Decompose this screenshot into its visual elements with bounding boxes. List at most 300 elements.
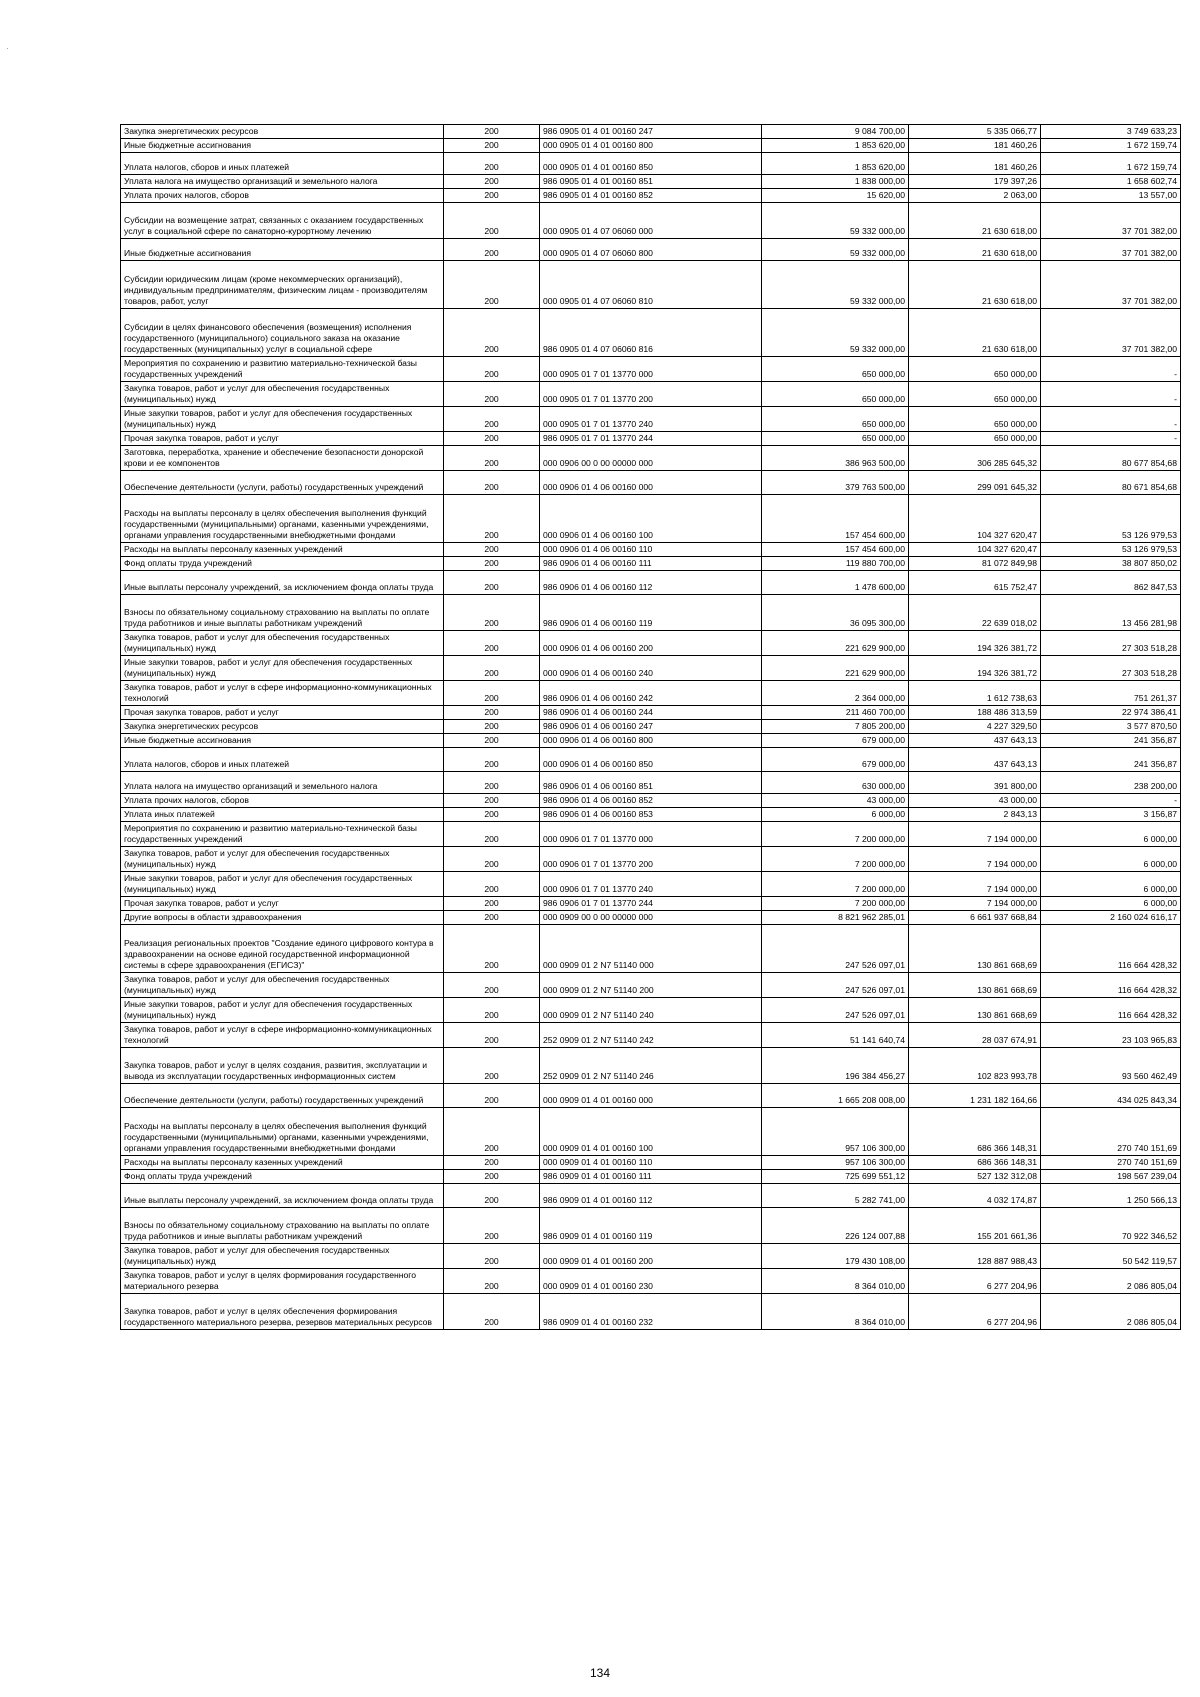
row-classification-code: 252 0909 01 2 N7 51140 242 (540, 1023, 762, 1048)
row-executed-amount: 179 397,26 (909, 175, 1041, 189)
row-name: Закупка товаров, работ и услуг для обеспечения государственных (муниципальных) нужд (121, 1244, 444, 1269)
table-row (121, 495, 1181, 543)
row-executed-amount: 104 327 620,47 (909, 495, 1041, 543)
row-classification-code: 986 0905 01 4 01 00160 852 (540, 189, 762, 203)
row-line-code: 200 (444, 1294, 540, 1330)
row-classification-code: 000 0906 01 7 01 13770 000 (540, 822, 762, 847)
row-classification-code: 000 0906 01 4 06 00160 100 (540, 495, 762, 543)
row-unexecuted-amount: 23 103 965,83 (1041, 1023, 1181, 1048)
row-executed-amount: 21 630 618,00 (909, 239, 1041, 261)
table-row (121, 847, 1181, 872)
row-name: Иные закупки товаров, работ и услуг для обеспечения государственных (муниципальных) нужд (121, 998, 444, 1023)
row-executed-amount: 21 630 618,00 (909, 309, 1041, 357)
row-unexecuted-amount: 2 160 024 616,17 (1041, 911, 1181, 925)
row-name: Уплата иных платежей (121, 808, 444, 822)
row-approved-amount: 157 454 600,00 (762, 543, 909, 557)
row-executed-amount: 7 194 000,00 (909, 822, 1041, 847)
row-name: Расходы на выплаты персоналу в целях обеспечения выполнения функций государственными (муниципальными) органами, казенными учреждениями, органами управления государственными внебюджетными фондами (121, 495, 444, 543)
row-line-code: 200 (444, 139, 540, 153)
row-name: Иные выплаты персоналу учреждений, за исключением фонда оплаты труда (121, 571, 444, 595)
row-name: Прочая закупка товаров, работ и услуг (121, 897, 444, 911)
row-line-code: 200 (444, 631, 540, 656)
row-unexecuted-amount: 751 261,37 (1041, 681, 1181, 706)
table-row (121, 446, 1181, 471)
row-approved-amount: 1 853 620,00 (762, 139, 909, 153)
table-row (121, 706, 1181, 720)
table-row (121, 1156, 1181, 1170)
row-unexecuted-amount: 198 567 239,04 (1041, 1170, 1181, 1184)
row-unexecuted-amount: 27 303 518,28 (1041, 631, 1181, 656)
row-line-code: 200 (444, 681, 540, 706)
row-approved-amount: 8 821 962 285,01 (762, 911, 909, 925)
row-approved-amount: 59 332 000,00 (762, 203, 909, 239)
row-executed-amount: 130 861 668,69 (909, 973, 1041, 998)
row-name: Закупка товаров, работ и услуг в сфере информационно-коммуникационных технологий (121, 681, 444, 706)
row-executed-amount: 4 032 174,87 (909, 1184, 1041, 1208)
row-unexecuted-amount: 93 560 462,49 (1041, 1048, 1181, 1084)
row-unexecuted-amount: - (1041, 357, 1181, 382)
row-executed-amount: 6 277 204,96 (909, 1269, 1041, 1294)
row-line-code: 200 (444, 239, 540, 261)
row-classification-code: 000 0909 01 4 01 00160 000 (540, 1084, 762, 1108)
row-classification-code: 000 0905 01 4 01 00160 800 (540, 139, 762, 153)
row-unexecuted-amount: 1 672 159,74 (1041, 139, 1181, 153)
row-approved-amount: 179 430 108,00 (762, 1244, 909, 1269)
table-row (121, 139, 1181, 153)
row-classification-code: 000 0905 01 7 01 13770 000 (540, 357, 762, 382)
row-executed-amount: 299 091 645,32 (909, 471, 1041, 495)
table-row (121, 897, 1181, 911)
table-row (121, 1208, 1181, 1244)
table-row (121, 911, 1181, 925)
row-name: Иные закупки товаров, работ и услуг для обеспечения государственных (муниципальных) нужд (121, 872, 444, 897)
row-classification-code: 986 0909 01 4 01 00160 111 (540, 1170, 762, 1184)
row-name: Иные бюджетные ассигнования (121, 139, 444, 153)
row-approved-amount: 7 200 000,00 (762, 872, 909, 897)
row-name: Реализация региональных проектов "Создание единого цифрового контура в здравоохранении на основе единой государственной информационной системы в сфере здравоохранения (ЕГИСЗ)" (121, 925, 444, 973)
row-executed-amount: 650 000,00 (909, 432, 1041, 446)
row-unexecuted-amount: 3 156,87 (1041, 808, 1181, 822)
table-row (121, 153, 1181, 175)
row-unexecuted-amount: - (1041, 432, 1181, 446)
table-row (121, 595, 1181, 631)
row-approved-amount: 379 763 500,00 (762, 471, 909, 495)
table-row (121, 1294, 1181, 1330)
row-unexecuted-amount: 6 000,00 (1041, 847, 1181, 872)
row-line-code: 200 (444, 911, 540, 925)
row-line-code: 200 (444, 822, 540, 847)
row-approved-amount: 36 095 300,00 (762, 595, 909, 631)
row-executed-amount: 22 639 018,02 (909, 595, 1041, 631)
row-unexecuted-amount: 116 664 428,32 (1041, 925, 1181, 973)
row-name: Закупка товаров, работ и услуг для обеспечения государственных (муниципальных) нужд (121, 631, 444, 656)
table-row (121, 557, 1181, 571)
row-line-code: 200 (444, 925, 540, 973)
row-unexecuted-amount: 37 701 382,00 (1041, 261, 1181, 309)
row-executed-amount: 155 201 661,36 (909, 1208, 1041, 1244)
row-approved-amount: 196 384 456,27 (762, 1048, 909, 1084)
row-line-code: 200 (444, 1048, 540, 1084)
row-classification-code: 000 0905 01 4 01 00160 850 (540, 153, 762, 175)
table-row (121, 872, 1181, 897)
row-approved-amount: 59 332 000,00 (762, 261, 909, 309)
table-row (121, 309, 1181, 357)
table-row (121, 125, 1181, 139)
row-classification-code: 986 0909 01 4 01 00160 232 (540, 1294, 762, 1330)
row-classification-code: 000 0906 01 4 06 00160 000 (540, 471, 762, 495)
row-unexecuted-amount: 53 126 979,53 (1041, 543, 1181, 557)
table-row (121, 1048, 1181, 1084)
row-approved-amount: 386 963 500,00 (762, 446, 909, 471)
row-executed-amount: 437 643,13 (909, 748, 1041, 772)
row-classification-code: 986 0905 01 4 01 00160 247 (540, 125, 762, 139)
row-unexecuted-amount: 37 701 382,00 (1041, 239, 1181, 261)
table-row (121, 1170, 1181, 1184)
row-classification-code: 986 0906 01 4 06 00160 111 (540, 557, 762, 571)
row-unexecuted-amount: 80 671 854,68 (1041, 471, 1181, 495)
row-unexecuted-amount: 1 658 602,74 (1041, 175, 1181, 189)
row-classification-code: 000 0909 01 4 01 00160 100 (540, 1108, 762, 1156)
table-row (121, 239, 1181, 261)
row-unexecuted-amount: 80 677 854,68 (1041, 446, 1181, 471)
row-approved-amount: 9 084 700,00 (762, 125, 909, 139)
row-line-code: 200 (444, 495, 540, 543)
row-line-code: 200 (444, 309, 540, 357)
row-name: Закупка товаров, работ и услуг в целях обеспечения формирования государственного материального резерва, резервов материальных ресурсов (121, 1294, 444, 1330)
row-line-code: 200 (444, 794, 540, 808)
row-approved-amount: 6 000,00 (762, 808, 909, 822)
row-name: Уплата налогов, сборов и иных платежей (121, 153, 444, 175)
row-name: Прочая закупка товаров, работ и услуг (121, 706, 444, 720)
budget-execution-table (120, 124, 1181, 1330)
row-executed-amount: 2 063,00 (909, 189, 1041, 203)
row-name: Расходы на выплаты персоналу в целях обеспечения выполнения функций государственными (муниципальными) органами, казенными учреждениями, органами управления государственными внебюджетными фондами (121, 1108, 444, 1156)
row-line-code: 200 (444, 1184, 540, 1208)
row-classification-code: 986 0906 01 4 06 00160 247 (540, 720, 762, 734)
row-line-code: 200 (444, 872, 540, 897)
row-classification-code: 000 0905 01 7 01 13770 240 (540, 407, 762, 432)
row-classification-code: 000 0909 01 2 N7 51140 240 (540, 998, 762, 1023)
row-unexecuted-amount: - (1041, 382, 1181, 407)
row-executed-amount: 391 800,00 (909, 772, 1041, 794)
row-executed-amount: 1 612 738,63 (909, 681, 1041, 706)
row-name: Обеспечение деятельности (услуги, работы) государственных учреждений (121, 471, 444, 495)
table-row (121, 656, 1181, 681)
row-classification-code: 000 0909 00 0 00 00000 000 (540, 911, 762, 925)
row-line-code: 200 (444, 557, 540, 571)
row-unexecuted-amount: 2 086 805,04 (1041, 1294, 1181, 1330)
row-name: Другие вопросы в области здравоохранения (121, 911, 444, 925)
row-unexecuted-amount: - (1041, 407, 1181, 432)
row-executed-amount: 130 861 668,69 (909, 925, 1041, 973)
row-approved-amount: 59 332 000,00 (762, 239, 909, 261)
row-unexecuted-amount: 116 664 428,32 (1041, 998, 1181, 1023)
row-line-code: 200 (444, 446, 540, 471)
row-line-code: 200 (444, 543, 540, 557)
row-approved-amount: 650 000,00 (762, 382, 909, 407)
row-approved-amount: 957 106 300,00 (762, 1156, 909, 1170)
row-executed-amount: 2 843,13 (909, 808, 1041, 822)
row-classification-code: 000 0906 01 7 01 13770 200 (540, 847, 762, 872)
row-executed-amount: 4 227 329,50 (909, 720, 1041, 734)
row-executed-amount: 6 277 204,96 (909, 1294, 1041, 1330)
row-classification-code: 986 0906 01 4 06 00160 112 (540, 571, 762, 595)
row-line-code: 200 (444, 471, 540, 495)
row-approved-amount: 1 665 208 008,00 (762, 1084, 909, 1108)
row-executed-amount: 181 460,26 (909, 153, 1041, 175)
row-executed-amount: 130 861 668,69 (909, 998, 1041, 1023)
row-approved-amount: 8 364 010,00 (762, 1269, 909, 1294)
row-unexecuted-amount: 6 000,00 (1041, 897, 1181, 911)
row-classification-code: 986 0906 01 4 06 00160 244 (540, 706, 762, 720)
row-approved-amount: 51 141 640,74 (762, 1023, 909, 1048)
row-classification-code: 986 0909 01 4 01 00160 119 (540, 1208, 762, 1244)
row-line-code: 200 (444, 175, 540, 189)
row-approved-amount: 211 460 700,00 (762, 706, 909, 720)
table-row (121, 1084, 1181, 1108)
table-row (121, 1244, 1181, 1269)
row-executed-amount: 306 285 645,32 (909, 446, 1041, 471)
row-approved-amount: 247 526 097,01 (762, 973, 909, 998)
row-classification-code: 000 0909 01 4 01 00160 230 (540, 1269, 762, 1294)
row-unexecuted-amount: 270 740 151,69 (1041, 1108, 1181, 1156)
row-classification-code: 000 0906 01 4 06 00160 800 (540, 734, 762, 748)
row-line-code: 200 (444, 1269, 540, 1294)
table-row (121, 261, 1181, 309)
row-classification-code: 986 0906 01 4 06 00160 852 (540, 794, 762, 808)
row-name: Расходы на выплаты персоналу казенных учреждений (121, 1156, 444, 1170)
row-name: Взносы по обязательному социальному страхованию на выплаты по оплате труда работников и иные выплаты работникам учреждений (121, 595, 444, 631)
table-row (121, 998, 1181, 1023)
row-approved-amount: 7 805 200,00 (762, 720, 909, 734)
table-row (121, 808, 1181, 822)
row-executed-amount: 650 000,00 (909, 357, 1041, 382)
row-unexecuted-amount: 13 456 281,98 (1041, 595, 1181, 631)
row-name: Закупка товаров, работ и услуг для обеспечения государственных (муниципальных) нужд (121, 382, 444, 407)
row-name: Иные бюджетные ассигнования (121, 239, 444, 261)
row-executed-amount: 1 231 182 164,66 (909, 1084, 1041, 1108)
row-unexecuted-amount: 3 577 870,50 (1041, 720, 1181, 734)
row-executed-amount: 28 037 674,91 (909, 1023, 1041, 1048)
row-unexecuted-amount: 37 701 382,00 (1041, 309, 1181, 357)
row-line-code: 200 (444, 1208, 540, 1244)
row-name: Субсидии на возмещение затрат, связанных с оказанием государственных услуг в социальной сфере по санаторно-курортному лечению (121, 203, 444, 239)
row-unexecuted-amount: - (1041, 794, 1181, 808)
row-approved-amount: 1 853 620,00 (762, 153, 909, 175)
table-row (121, 571, 1181, 595)
row-executed-amount: 437 643,13 (909, 734, 1041, 748)
page-number: 134 (589, 1666, 611, 1680)
row-approved-amount: 7 200 000,00 (762, 847, 909, 872)
row-line-code: 200 (444, 203, 540, 239)
table-row (121, 748, 1181, 772)
row-classification-code: 000 0905 01 4 07 06060 000 (540, 203, 762, 239)
row-unexecuted-amount: 27 303 518,28 (1041, 656, 1181, 681)
row-line-code: 200 (444, 125, 540, 139)
row-line-code: 200 (444, 847, 540, 872)
row-name: Уплата налогов, сборов и иных платежей (121, 748, 444, 772)
row-line-code: 200 (444, 432, 540, 446)
row-approved-amount: 2 364 000,00 (762, 681, 909, 706)
row-executed-amount: 615 752,47 (909, 571, 1041, 595)
row-unexecuted-amount: 2 086 805,04 (1041, 1269, 1181, 1294)
table-row (121, 543, 1181, 557)
row-line-code: 200 (444, 734, 540, 748)
row-approved-amount: 7 200 000,00 (762, 822, 909, 847)
table-row (121, 1023, 1181, 1048)
row-classification-code: 986 0906 01 7 01 13770 244 (540, 897, 762, 911)
row-name: Закупка энергетических ресурсов (121, 720, 444, 734)
row-approved-amount: 650 000,00 (762, 357, 909, 382)
row-name: Субсидии в целях финансового обеспечения (возмещения) исполнения государственного (муниципального) социального заказа на оказание государственных (муниципальных) услуг в социальной сфере (121, 309, 444, 357)
row-classification-code: 986 0906 01 4 06 00160 242 (540, 681, 762, 706)
row-name: Закупка энергетических ресурсов (121, 125, 444, 139)
row-name: Мероприятия по сохранению и развитию материально-технической базы государственных учреждений (121, 822, 444, 847)
row-name: Уплата налога на имущество организаций и земельного налога (121, 772, 444, 794)
table-row (121, 407, 1181, 432)
row-unexecuted-amount: 1 250 566,13 (1041, 1184, 1181, 1208)
row-unexecuted-amount: 241 356,87 (1041, 748, 1181, 772)
row-executed-amount: 104 327 620,47 (909, 543, 1041, 557)
row-approved-amount: 119 880 700,00 (762, 557, 909, 571)
row-executed-amount: 650 000,00 (909, 407, 1041, 432)
row-line-code: 200 (444, 808, 540, 822)
row-approved-amount: 226 124 007,88 (762, 1208, 909, 1244)
table-row (121, 822, 1181, 847)
row-executed-amount: 686 366 148,31 (909, 1108, 1041, 1156)
row-unexecuted-amount: 38 807 850,02 (1041, 557, 1181, 571)
row-executed-amount: 5 335 066,77 (909, 125, 1041, 139)
row-approved-amount: 630 000,00 (762, 772, 909, 794)
row-name: Субсидии юридическим лицам (кроме некоммерческих организаций), индивидуальным предпринимателям, физическим лицам - производителям товаров, работ, услуг (121, 261, 444, 309)
row-executed-amount: 194 326 381,72 (909, 631, 1041, 656)
row-name: Мероприятия по сохранению и развитию материально-технической базы государственных учреждений (121, 357, 444, 382)
row-name: Иные выплаты персоналу учреждений, за исключением фонда оплаты труда (121, 1184, 444, 1208)
row-line-code: 200 (444, 357, 540, 382)
row-line-code: 200 (444, 1023, 540, 1048)
row-executed-amount: 81 072 849,98 (909, 557, 1041, 571)
row-line-code: 200 (444, 407, 540, 432)
row-classification-code: 252 0909 01 2 N7 51140 246 (540, 1048, 762, 1084)
row-name: Фонд оплаты труда учреждений (121, 1170, 444, 1184)
table-row (121, 720, 1181, 734)
row-line-code: 200 (444, 772, 540, 794)
row-classification-code: 000 0905 01 4 07 06060 810 (540, 261, 762, 309)
row-executed-amount: 527 132 312,08 (909, 1170, 1041, 1184)
row-unexecuted-amount: 241 356,87 (1041, 734, 1181, 748)
row-name: Взносы по обязательному социальному страхованию на выплаты по оплате труда работников и иные выплаты работникам учреждений (121, 1208, 444, 1244)
row-classification-code: 000 0906 01 7 01 13770 240 (540, 872, 762, 897)
row-executed-amount: 128 887 988,43 (909, 1244, 1041, 1269)
row-approved-amount: 8 364 010,00 (762, 1294, 909, 1330)
row-executed-amount: 43 000,00 (909, 794, 1041, 808)
table-row (121, 1108, 1181, 1156)
row-executed-amount: 650 000,00 (909, 382, 1041, 407)
row-approved-amount: 221 629 900,00 (762, 631, 909, 656)
row-name: Прочая закупка товаров, работ и услуг (121, 432, 444, 446)
row-unexecuted-amount: 3 749 633,23 (1041, 125, 1181, 139)
row-approved-amount: 679 000,00 (762, 748, 909, 772)
row-approved-amount: 5 282 741,00 (762, 1184, 909, 1208)
row-executed-amount: 194 326 381,72 (909, 656, 1041, 681)
row-unexecuted-amount: 50 542 119,57 (1041, 1244, 1181, 1269)
row-approved-amount: 679 000,00 (762, 734, 909, 748)
row-name: Закупка товаров, работ и услуг для обеспечения государственных (муниципальных) нужд (121, 973, 444, 998)
row-classification-code: 000 0906 01 4 06 00160 850 (540, 748, 762, 772)
row-approved-amount: 7 200 000,00 (762, 897, 909, 911)
row-line-code: 200 (444, 595, 540, 631)
table-row (121, 175, 1181, 189)
row-unexecuted-amount: 434 025 843,34 (1041, 1084, 1181, 1108)
table-row (121, 432, 1181, 446)
row-approved-amount: 221 629 900,00 (762, 656, 909, 681)
row-approved-amount: 59 332 000,00 (762, 309, 909, 357)
row-executed-amount: 7 194 000,00 (909, 897, 1041, 911)
row-name: Уплата прочих налогов, сборов (121, 189, 444, 203)
row-approved-amount: 43 000,00 (762, 794, 909, 808)
row-unexecuted-amount: 6 000,00 (1041, 822, 1181, 847)
table-row (121, 382, 1181, 407)
scan-speck: · (6, 44, 9, 53)
row-name: Закупка товаров, работ и услуг для обеспечения государственных (муниципальных) нужд (121, 847, 444, 872)
row-classification-code: 986 0909 01 4 01 00160 112 (540, 1184, 762, 1208)
row-unexecuted-amount: 862 847,53 (1041, 571, 1181, 595)
row-name: Уплата налога на имущество организаций и земельного налога (121, 175, 444, 189)
row-classification-code: 000 0906 01 4 06 00160 240 (540, 656, 762, 681)
row-approved-amount: 957 106 300,00 (762, 1108, 909, 1156)
table-row (121, 772, 1181, 794)
row-approved-amount: 15 620,00 (762, 189, 909, 203)
row-line-code: 200 (444, 720, 540, 734)
row-classification-code: 000 0909 01 2 N7 51140 200 (540, 973, 762, 998)
row-classification-code: 986 0906 01 4 06 00160 851 (540, 772, 762, 794)
row-executed-amount: 6 661 937 668,84 (909, 911, 1041, 925)
row-line-code: 200 (444, 897, 540, 911)
row-unexecuted-amount: 13 557,00 (1041, 189, 1181, 203)
row-classification-code: 000 0905 01 7 01 13770 200 (540, 382, 762, 407)
row-name: Обеспечение деятельности (услуги, работы) государственных учреждений (121, 1084, 444, 1108)
row-executed-amount: 686 366 148,31 (909, 1156, 1041, 1170)
row-classification-code: 000 0909 01 4 01 00160 200 (540, 1244, 762, 1269)
row-approved-amount: 247 526 097,01 (762, 925, 909, 973)
row-line-code: 200 (444, 656, 540, 681)
row-approved-amount: 247 526 097,01 (762, 998, 909, 1023)
row-approved-amount: 1 478 600,00 (762, 571, 909, 595)
row-executed-amount: 102 823 993,78 (909, 1048, 1041, 1084)
row-unexecuted-amount: 53 126 979,53 (1041, 495, 1181, 543)
row-classification-code: 000 0905 01 4 07 06060 800 (540, 239, 762, 261)
table-row (121, 203, 1181, 239)
table-row (121, 794, 1181, 808)
row-name: Фонд оплаты труда учреждений (121, 557, 444, 571)
row-line-code: 200 (444, 998, 540, 1023)
row-classification-code: 000 0909 01 2 N7 51140 000 (540, 925, 762, 973)
row-line-code: 200 (444, 382, 540, 407)
table-row (121, 471, 1181, 495)
row-approved-amount: 157 454 600,00 (762, 495, 909, 543)
row-name: Расходы на выплаты персоналу казенных учреждений (121, 543, 444, 557)
row-approved-amount: 725 699 551,12 (762, 1170, 909, 1184)
table-row (121, 734, 1181, 748)
row-name: Иные закупки товаров, работ и услуг для обеспечения государственных (муниципальных) нужд (121, 407, 444, 432)
row-line-code: 200 (444, 571, 540, 595)
row-unexecuted-amount: 1 672 159,74 (1041, 153, 1181, 175)
row-line-code: 200 (444, 189, 540, 203)
table-row (121, 925, 1181, 973)
row-classification-code: 000 0909 01 4 01 00160 110 (540, 1156, 762, 1170)
row-line-code: 200 (444, 1156, 540, 1170)
row-executed-amount: 7 194 000,00 (909, 872, 1041, 897)
